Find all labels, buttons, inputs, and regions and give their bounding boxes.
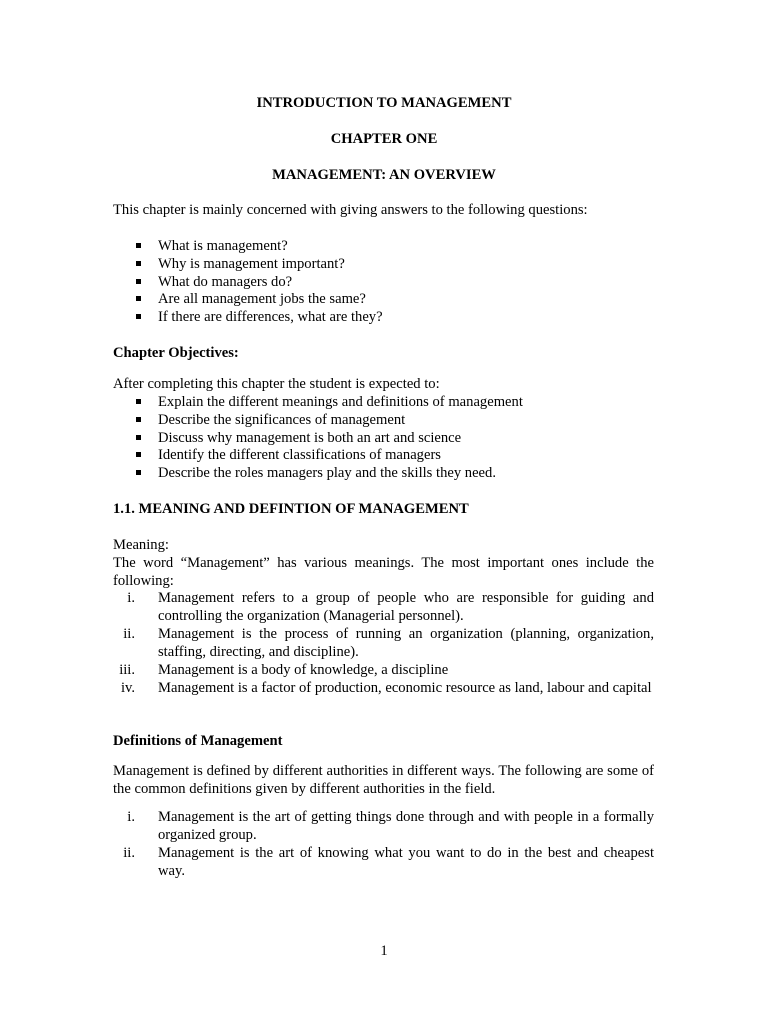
list-item: What do managers do? (113, 273, 654, 291)
meaning-lead: The word “Management” has various meanings. The most important ones include the following: (113, 555, 654, 589)
page-number: 1 (380, 943, 388, 959)
list-item: Identify the different classifications of managers (113, 446, 654, 464)
bullet-square-icon (136, 314, 141, 319)
list-item: i. Management is the art of getting things done through and with people in a formally organized group. (127, 809, 654, 843)
list-item: Discuss why management is both an art and science (113, 429, 654, 447)
list-item: Why is management important? (113, 255, 654, 273)
bullet-square-icon (136, 296, 141, 301)
bullet-square-icon (136, 399, 141, 404)
chapter-label: CHAPTER ONE (330, 131, 438, 147)
objectives-heading: Chapter Objectives: (113, 345, 239, 361)
meaning-label: Meaning: (113, 537, 169, 553)
list-item: ii. Management is the art of knowing what you want to do in the best and cheapest way. (123, 845, 654, 879)
list-item: ii. Management is the process of running an organization (planning, organization, staffing, directing, and discipline). (123, 626, 654, 660)
bullet-square-icon (136, 452, 141, 457)
list-item: iii. Management is a body of knowledge, a discipline (119, 662, 449, 678)
chapter-subtitle: MANAGEMENT: AN OVERVIEW (272, 167, 496, 183)
intro-paragraph: This chapter is mainly concerned with giving answers to the following questions: (113, 202, 588, 218)
definitions-lead: Management is defined by different authorities in different ways. The following are some of the common definitions given by different authorities in the field. (113, 763, 654, 797)
bullet-square-icon (136, 279, 141, 284)
list-item: What is management? (113, 237, 654, 255)
questions-list (113, 237, 654, 326)
list-item: Are all management jobs the same? (113, 290, 654, 308)
bullet-square-icon (136, 435, 141, 440)
objectives-list (113, 393, 654, 482)
meanings-list (113, 589, 654, 697)
list-item: Explain the different meanings and definitions of management (113, 393, 654, 411)
section-heading: 1.1. MEANING AND DEFINTION OF MANAGEMENT (113, 501, 469, 517)
objectives-lead: After completing this chapter the student is expected to: (113, 376, 440, 392)
list-item: Describe the significances of management (113, 411, 654, 429)
bullet-square-icon (136, 470, 141, 475)
list-item: iv. Management is a factor of production, economic resource as land, labour and capital (120, 680, 652, 696)
bullet-square-icon (136, 417, 141, 422)
document-title: INTRODUCTION TO MANAGEMENT (256, 95, 512, 111)
list-item: If there are differences, what are they? (113, 308, 654, 326)
definitions-heading: Definitions of Management (113, 733, 283, 749)
list-item: i. Management refers to a group of people who are responsible for guiding and controlling the organization (Managerial personnel). (127, 590, 654, 624)
bullet-square-icon (136, 243, 141, 248)
definitions-list (113, 808, 654, 880)
list-item: Describe the roles managers play and the skills they need. (113, 464, 654, 482)
bullet-square-icon (136, 261, 141, 266)
